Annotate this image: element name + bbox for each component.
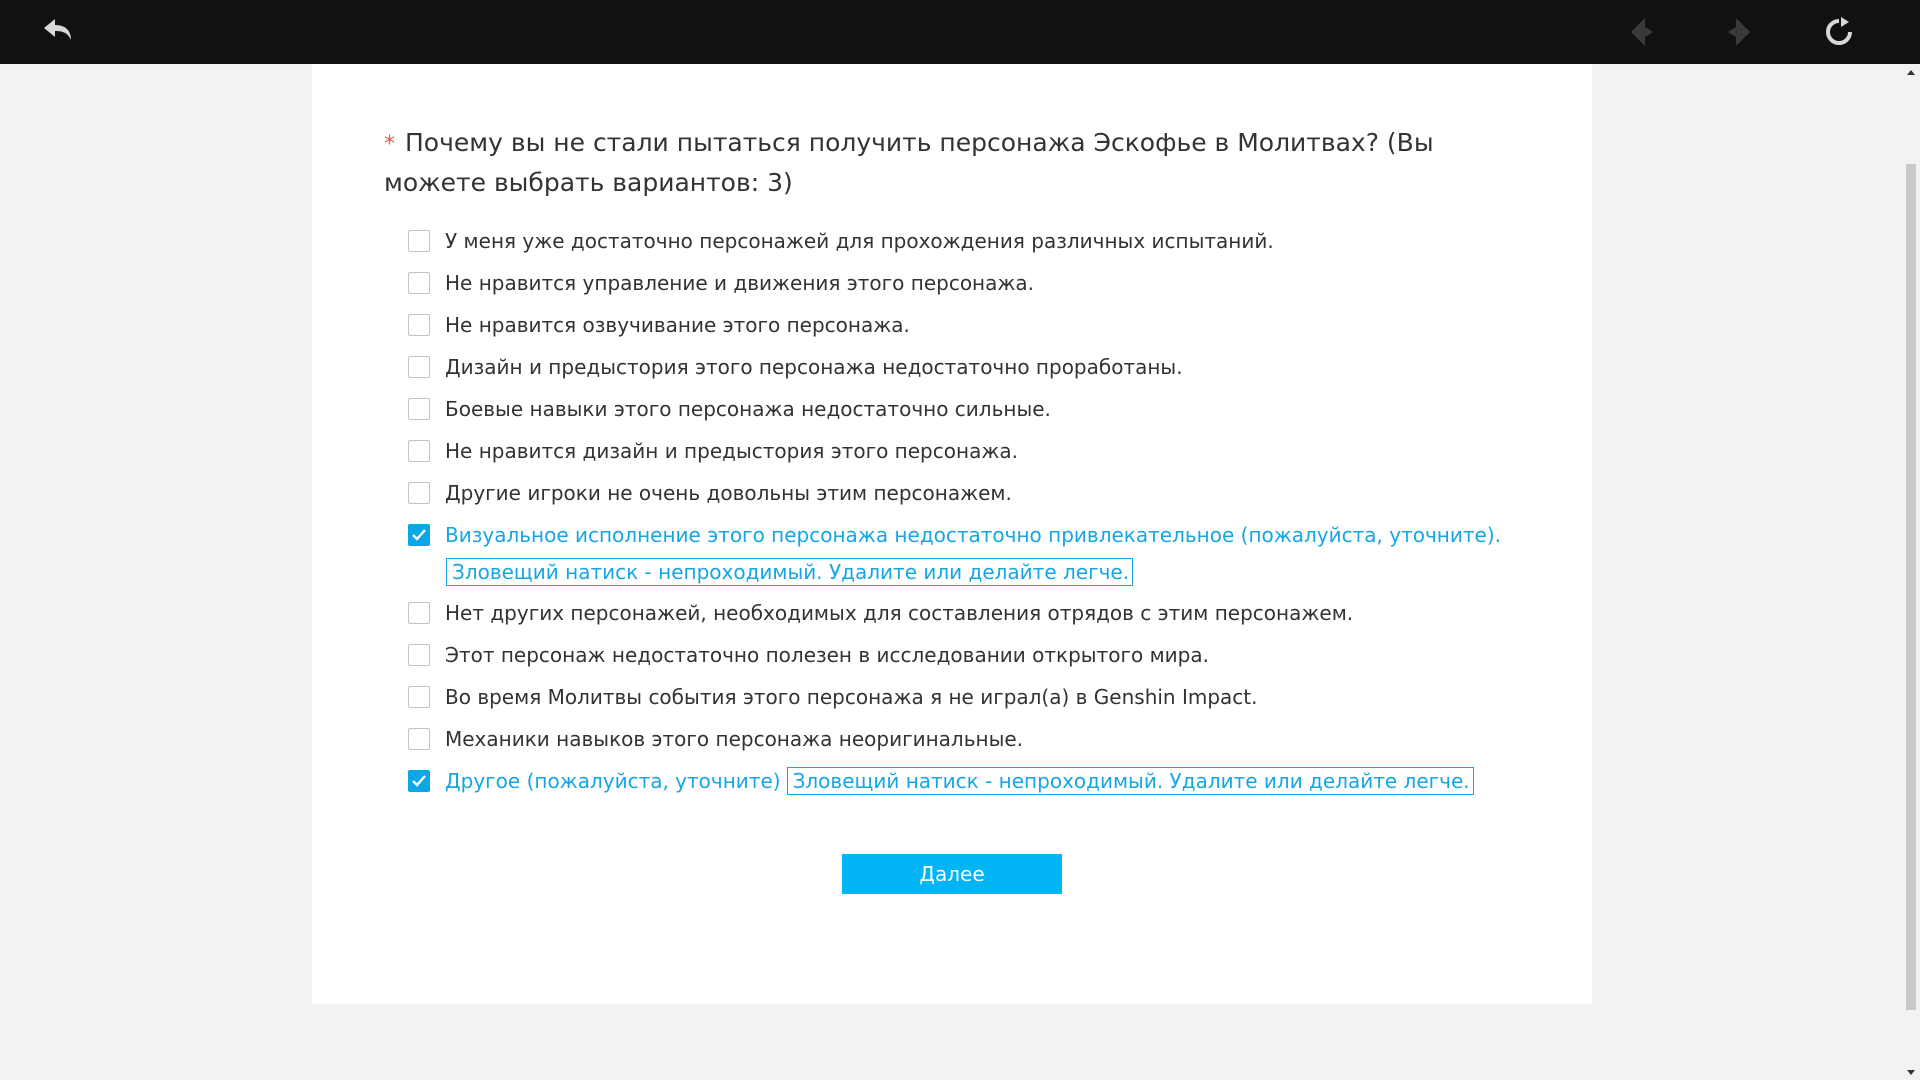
- option-4[interactable]: [408, 394, 1051, 424]
- option-10[interactable]: [408, 682, 1258, 712]
- checkbox[interactable]: [408, 644, 430, 666]
- checkmark-icon: [411, 528, 427, 542]
- option-label: Не нравится дизайн и предыстория этого персонажа.: [445, 439, 1018, 463]
- checkbox[interactable]: [408, 314, 430, 336]
- checkbox-checked[interactable]: [408, 524, 430, 546]
- top-toolbar: [0, 0, 1920, 64]
- option-label: Не нравится управление и движения этого персонажа.: [445, 271, 1035, 295]
- option-8[interactable]: [408, 598, 1353, 628]
- required-mark: *: [384, 132, 395, 157]
- option-label: У меня уже достаточно персонажей для прохождения различных испытаний.: [445, 229, 1274, 253]
- checkbox[interactable]: [408, 686, 430, 708]
- option-7[interactable]: [408, 520, 1501, 550]
- checkmark-icon: [411, 774, 427, 788]
- option-label: Механики навыков этого персонажа неоригинальные.: [445, 727, 1024, 751]
- scrollbar[interactable]: [1902, 64, 1920, 1080]
- back-arrow-icon: [41, 16, 77, 48]
- back-button[interactable]: [37, 10, 81, 54]
- question-title: [384, 124, 1484, 202]
- option-label: Не нравится озвучивание этого персонажа.: [445, 313, 910, 337]
- question-text: Почему вы не стали пытаться получить персонажа Эскофье в Молитвах? (Вы можете выбрать вариантов: 3): [384, 128, 1434, 197]
- option-label: Дизайн и предыстория этого персонажа недостаточно проработаны.: [445, 355, 1183, 379]
- scroll-up-arrow-icon[interactable]: [1902, 64, 1920, 80]
- refresh-button[interactable]: [1817, 10, 1861, 54]
- option-label: Визуальное исполнение этого персонажа недостаточно привлекательное (пожалуйста, уточните).: [445, 523, 1501, 547]
- checkbox[interactable]: [408, 356, 430, 378]
- option-5[interactable]: [408, 436, 1018, 466]
- option-11[interactable]: [408, 724, 1023, 754]
- option-1[interactable]: [408, 268, 1034, 298]
- option-0[interactable]: [408, 226, 1274, 256]
- option-6[interactable]: [408, 478, 1012, 508]
- next-diamond-icon: [1724, 15, 1754, 49]
- survey-panel: [312, 64, 1592, 1004]
- next-page-button[interactable]: [1717, 10, 1761, 54]
- option-label: Этот персонаж недостаточно полезен в исследовании открытого мира.: [445, 643, 1209, 667]
- option-label: Другое (пожалуйста, уточните): [445, 769, 781, 793]
- checkbox[interactable]: [408, 398, 430, 420]
- checkbox[interactable]: [408, 482, 430, 504]
- refresh-icon: [1823, 16, 1855, 48]
- option-label: Нет других персонажей, необходимых для составления отрядов с этим персонажем.: [445, 601, 1354, 625]
- other-detail-input[interactable]: Зловещий натиск - непроходимый. Удалите или делайте легче.: [787, 767, 1474, 795]
- checkbox[interactable]: [408, 602, 430, 624]
- checkbox[interactable]: [408, 728, 430, 750]
- checkbox[interactable]: [408, 272, 430, 294]
- option-3[interactable]: [408, 352, 1183, 382]
- prev-diamond-icon: [1627, 15, 1657, 49]
- checkbox[interactable]: [408, 230, 430, 252]
- scroll-down-arrow-icon[interactable]: [1902, 1064, 1920, 1080]
- option-12[interactable]: [408, 766, 1474, 796]
- option-label: Во время Молитвы события этого персонажа я не играл(а) в Genshin Impact.: [445, 685, 1258, 709]
- option-2[interactable]: [408, 310, 910, 340]
- option-detail-input[interactable]: Зловещий натиск - непроходимый. Удалите или делайте легче.: [446, 558, 1133, 586]
- option-label: Боевые навыки этого персонажа недостаточно сильные.: [445, 397, 1051, 421]
- next-button[interactable]: Далее: [842, 854, 1062, 894]
- prev-button[interactable]: [1620, 10, 1664, 54]
- checkbox-checked[interactable]: [408, 770, 430, 792]
- option-label: Другие игроки не очень довольны этим персонажем.: [445, 481, 1012, 505]
- checkbox[interactable]: [408, 440, 430, 462]
- option-9[interactable]: [408, 640, 1209, 670]
- scroll-thumb[interactable]: [1906, 164, 1916, 1010]
